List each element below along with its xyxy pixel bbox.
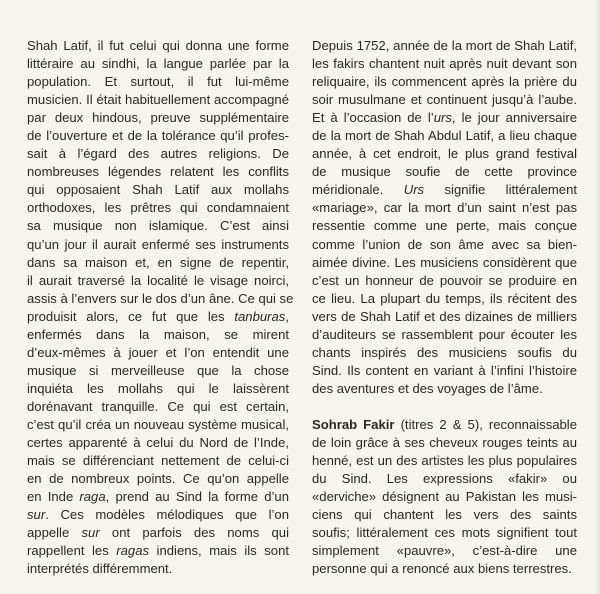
text-segment: produisit alors, ce fut que les bbox=[27, 308, 235, 324]
text-segment: assis à l’envers sur le dos d’un âne. Ce qui se bbox=[27, 290, 294, 306]
text-line bbox=[27, 73, 289, 91]
text-segment: d’eux-mêmes à jouer et l’on entendit une bbox=[27, 344, 289, 360]
text-segment: Et à l’occasion de l’ bbox=[312, 110, 434, 126]
text-segment: comme l’union de son âme avec sa bien- bbox=[312, 236, 577, 252]
text-line bbox=[27, 272, 289, 290]
italic-term: sur bbox=[81, 525, 100, 541]
text-line bbox=[312, 506, 577, 524]
text-line bbox=[312, 326, 577, 344]
text-segment: Sind. Ils content en variant à l’infini l’histoire bbox=[312, 362, 577, 378]
text-line bbox=[312, 380, 577, 398]
italic-term: raga bbox=[79, 489, 106, 505]
text-segment: , bbox=[285, 308, 289, 324]
text-segment: de l’ouverture et de la tolérance qu’il profes- bbox=[27, 128, 289, 144]
text-line bbox=[27, 217, 289, 235]
text-line bbox=[27, 434, 289, 452]
text-segment: c’est qu’il créa un nouveau système musical, bbox=[27, 416, 289, 432]
text-segment: du Sind. Les expressions «fakir» ou bbox=[312, 471, 577, 487]
text-line bbox=[312, 127, 577, 145]
text-line bbox=[312, 524, 577, 542]
text-segment: qui opposaient Shah Latif aux mollahs bbox=[27, 182, 289, 198]
left-column bbox=[27, 37, 294, 578]
text-line bbox=[27, 344, 289, 362]
text-line bbox=[312, 145, 577, 163]
text-line bbox=[27, 308, 289, 326]
text-line bbox=[312, 199, 577, 217]
text-line bbox=[27, 524, 289, 542]
text-segment: par deux hindous, preuve supplémentaire bbox=[27, 110, 289, 126]
text-line bbox=[27, 163, 289, 181]
text-segment: orthodoxes, les prêtres qui condamnaient bbox=[27, 200, 289, 216]
text-segment: rappellent les bbox=[27, 543, 117, 559]
text-segment: il aurait traversé la localité le visage noirci, bbox=[27, 272, 289, 288]
text-line bbox=[27, 109, 289, 127]
text-segment: interprétés différemment. bbox=[27, 561, 173, 577]
text-line bbox=[27, 362, 289, 380]
text-line bbox=[312, 55, 577, 73]
paragraph bbox=[27, 37, 294, 578]
text-line bbox=[27, 560, 289, 578]
italic-term: tanburas bbox=[234, 308, 286, 324]
italic-term: ragas bbox=[116, 543, 150, 559]
text-segment: henné, est un des artistes les plus populaires bbox=[312, 453, 577, 469]
text-segment: dorénavant tranquille. Ce qui est certain, bbox=[27, 398, 289, 414]
text-segment: en Inde bbox=[27, 489, 80, 505]
text-segment: (titres 2 & 5), reconnaissable bbox=[394, 416, 577, 432]
text-segment: . Ces modèles mélodiques que l’on bbox=[45, 507, 289, 523]
text-segment: année, à cet endroit, le plus grand festival bbox=[312, 146, 577, 162]
text-line bbox=[312, 91, 577, 109]
text-line bbox=[312, 290, 577, 308]
text-line bbox=[312, 254, 577, 272]
text-line bbox=[27, 416, 289, 434]
italic-term: sur bbox=[27, 507, 46, 523]
text-segment: mais se différenciant nettement de celui-ci bbox=[27, 453, 289, 469]
text-line bbox=[27, 37, 289, 55]
page-edge-shadow bbox=[594, 0, 600, 594]
text-line bbox=[27, 506, 289, 524]
text-line bbox=[27, 91, 289, 109]
text-segment: certes apparenté à celui du Nord de l’Inde, bbox=[27, 435, 289, 451]
text-segment: personne qui a renoncé aux biens terrestres. bbox=[312, 561, 572, 577]
text-segment: qu’un jour il aurait enfermé ses instruments bbox=[27, 236, 289, 252]
text-segment: Shah Latif, il fut celui qui donna une forme bbox=[27, 38, 289, 53]
bold-name: Sohrab Fakir bbox=[312, 416, 395, 432]
text-line bbox=[27, 542, 289, 560]
text-segment: dans sa maison et, en signe de repentir, bbox=[27, 254, 289, 270]
text-line bbox=[27, 127, 289, 145]
text-segment: musicien. Il était habituellement accompagné bbox=[27, 92, 289, 108]
text-segment: soir musulmane et continuent jusqu’à l’aube. bbox=[312, 92, 577, 108]
text-segment: littéraire au sindhi, la langue parlée par la bbox=[27, 56, 289, 72]
text-segment: de musique soufie de cette province bbox=[312, 164, 577, 180]
italic-term: urs bbox=[433, 110, 452, 126]
text-line bbox=[27, 452, 289, 470]
text-segment: vers de Shah Latif et des dizaines de milliers bbox=[312, 308, 577, 324]
text-segment: de la mort de Shah Abdul Latif, a lieu chaque bbox=[312, 128, 577, 144]
text-segment: simplement «pauvre», c’est-à-dire une bbox=[312, 543, 577, 559]
text-segment: les fakirs chantent nuit après nuit devant son bbox=[312, 56, 577, 72]
text-line bbox=[27, 470, 289, 488]
text-segment: c’est un honneur de pouvoir se produire en bbox=[312, 272, 577, 288]
text-line bbox=[312, 560, 577, 578]
text-line bbox=[27, 488, 289, 506]
text-segment: indiens, mais ils sont bbox=[149, 543, 289, 559]
text-line bbox=[27, 254, 289, 272]
text-line bbox=[27, 199, 289, 217]
text-line bbox=[312, 217, 577, 235]
text-segment: soufis; littéralement ces mots signifient tout bbox=[312, 525, 577, 541]
text-segment: d’auditeurs se rassemblent pour écouter les bbox=[312, 326, 577, 342]
text-line bbox=[312, 73, 577, 91]
text-line bbox=[312, 470, 577, 488]
text-line bbox=[27, 145, 289, 163]
text-line bbox=[312, 236, 577, 254]
text-segment: méridionale. bbox=[312, 182, 404, 198]
text-line bbox=[312, 308, 577, 326]
text-segment: chants inspirés des musiciens soufis du bbox=[312, 344, 577, 360]
text-segment: musique si merveilleuse que la chose bbox=[27, 362, 289, 378]
text-segment: appelle bbox=[27, 525, 82, 541]
paragraph bbox=[312, 416, 577, 578]
text-segment: «derviche» désignent au Pakistan les musi- bbox=[312, 489, 577, 505]
text-line bbox=[312, 163, 577, 181]
text-line bbox=[312, 181, 577, 199]
text-segment: inquiéta les mollahs qui le laissèrent bbox=[27, 380, 289, 396]
text-segment: Depuis 1752, année de la mort de Shah Latif, bbox=[312, 38, 577, 53]
paragraph bbox=[312, 37, 577, 398]
text-line bbox=[312, 416, 577, 434]
text-line bbox=[312, 109, 577, 127]
text-segment: , prend au Sind la forme d’un bbox=[105, 489, 289, 505]
text-line bbox=[312, 344, 577, 362]
text-line bbox=[27, 326, 289, 344]
text-line bbox=[312, 362, 577, 380]
text-segment: enfermés dans la maison, se mirent bbox=[27, 326, 289, 342]
text-segment: nombreuses légendes relatent les conflits bbox=[27, 164, 289, 180]
text-line bbox=[27, 236, 289, 254]
text-segment: ont parfois des noms qui bbox=[99, 525, 290, 541]
text-segment: signifie littéralement bbox=[424, 182, 577, 198]
paragraph-gap bbox=[312, 398, 577, 416]
text-line bbox=[27, 290, 294, 308]
text-line bbox=[312, 488, 577, 506]
text-segment: reliquaire, ils commencent après la prière du bbox=[312, 74, 577, 90]
text-line bbox=[27, 380, 289, 398]
text-line bbox=[312, 37, 577, 55]
text-segment: , le jour anniversaire bbox=[451, 110, 577, 126]
right-column bbox=[312, 37, 577, 578]
text-line bbox=[312, 542, 577, 560]
text-segment: de loin grâce à ses cheveux rouges teints au bbox=[312, 435, 577, 451]
text-line bbox=[312, 452, 577, 470]
text-segment: des aventures et des voyages de l’âme. bbox=[312, 380, 543, 396]
text-segment: sa musique non islamique. C’est ainsi bbox=[27, 218, 289, 234]
text-line bbox=[27, 181, 289, 199]
text-segment: ciens qui chantent les vers des saints bbox=[312, 507, 577, 523]
text-segment: «mariage», car la mort d’un saint n’est pas bbox=[312, 200, 577, 216]
text-segment: sait à l’égard des autres religions. De bbox=[27, 146, 289, 162]
text-line bbox=[27, 398, 289, 416]
text-line bbox=[312, 272, 577, 290]
text-line bbox=[312, 434, 577, 452]
text-segment: ressentie comme une perte, mais conçue bbox=[312, 218, 577, 234]
text-line bbox=[27, 55, 289, 73]
text-segment: population. Et surtout, il fut lui-même bbox=[27, 74, 289, 90]
text-segment: ce lieu. La plupart du temps, ils récitent des bbox=[312, 290, 577, 306]
text-segment: en de nombreux points. Ce qu’on appelle bbox=[27, 471, 289, 487]
italic-term: Urs bbox=[403, 182, 425, 198]
text-segment: aimée divine. Les musiciens considèrent que bbox=[312, 254, 577, 270]
